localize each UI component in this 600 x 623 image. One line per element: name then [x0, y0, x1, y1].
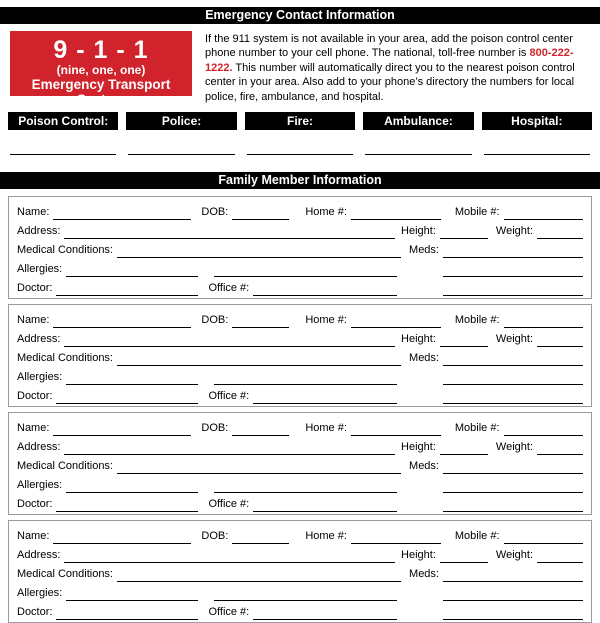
weight-fill-line: [537, 550, 583, 563]
contact-label-box: [245, 112, 355, 130]
office-number-fill-line: [253, 607, 397, 620]
doctor-label: Doctor:: [17, 606, 53, 618]
home-number-fill-line: [351, 315, 441, 328]
family-member-block: [8, 304, 592, 407]
contact-label: Hospital:: [511, 114, 563, 128]
address-label: Address:: [17, 441, 61, 453]
emergency-contact-column: [363, 112, 473, 155]
name-fill-line: [53, 531, 191, 544]
height-fill-line: [440, 442, 488, 455]
meds-extra-fill-line-1: [443, 264, 583, 277]
emergency-contact-column: [482, 112, 592, 155]
meds-label: Meds:: [409, 460, 439, 472]
family-row-address: [17, 220, 583, 239]
meds-extra-fill-line-2: [443, 499, 583, 512]
emergency-contact-column: [8, 112, 118, 155]
weight-label: Weight:: [495, 225, 533, 237]
office-number-fill-line: [253, 499, 397, 512]
mobile-number-label: Mobile #:: [454, 422, 500, 434]
contact-fill-line: [365, 154, 471, 155]
allergies-fill-line: [66, 480, 198, 493]
dob-label: DOB:: [201, 314, 229, 326]
name-label: Name:: [17, 422, 50, 434]
mobile-number-label: Mobile #:: [454, 314, 500, 326]
mobile-number-fill-line: [504, 423, 583, 436]
contact-fill-line: [247, 154, 353, 155]
family-row-allergies: [17, 582, 583, 601]
family-row-medical: [17, 239, 583, 258]
meds-fill-line: [443, 353, 583, 366]
family-row-address: [17, 436, 583, 455]
dob-fill-line: [232, 531, 289, 544]
home-number-fill-line: [351, 423, 441, 436]
poison-control-phone-number: 800-222-1222.: [205, 47, 574, 74]
meds-extra-fill-line-1: [443, 588, 583, 601]
home-number-fill-line: [351, 531, 441, 544]
height-label: Height:: [401, 225, 436, 237]
weight-fill-line: [537, 442, 583, 455]
badge-911-number: 9 - 1 - 1: [53, 36, 149, 64]
dob-label: DOB:: [201, 206, 229, 218]
allergies-label: Allergies:: [17, 371, 63, 383]
medical-conditions-label: Medical Conditions:: [17, 244, 113, 256]
home-number-label: Home #:: [305, 314, 347, 326]
contact-label: Ambulance:: [384, 114, 453, 128]
dob-label: DOB:: [201, 530, 229, 542]
section-header-emergency-title: Emergency Contact Information: [205, 8, 395, 22]
height-fill-line: [440, 550, 488, 563]
dob-fill-line: [232, 315, 289, 328]
office-number-label: Office #:: [208, 498, 250, 510]
medical-conditions-label: Medical Conditions:: [17, 460, 113, 472]
medical-conditions-label: Medical Conditions:: [17, 352, 113, 364]
address-fill-line: [64, 334, 395, 347]
allergies-extra-fill-line: [214, 264, 397, 277]
home-number-label: Home #:: [305, 422, 347, 434]
mobile-number-fill-line: [504, 207, 583, 220]
doctor-label: Doctor:: [17, 282, 53, 294]
allergies-label: Allergies:: [17, 479, 63, 491]
weight-label: Weight:: [495, 333, 533, 345]
allergies-extra-fill-line: [214, 588, 397, 601]
medical-conditions-fill-line: [117, 353, 401, 366]
family-row-address: [17, 328, 583, 347]
badge-911-system: Emergency Transport System: [31, 77, 171, 107]
family-row-medical: [17, 347, 583, 366]
medical-conditions-fill-line: [117, 461, 401, 474]
contact-fill-line: [484, 154, 590, 155]
section-header-family: [0, 172, 600, 189]
family-member-block: [8, 520, 592, 623]
allergies-label: Allergies:: [17, 587, 63, 599]
height-fill-line: [440, 334, 488, 347]
medical-conditions-fill-line: [117, 245, 401, 258]
family-row-address: [17, 544, 583, 563]
meds-extra-fill-line-1: [443, 372, 583, 385]
badge-911: [10, 31, 192, 107]
family-row-doctor: [17, 385, 583, 404]
home-number-label: Home #:: [305, 206, 347, 218]
contact-label: Poison Control:: [18, 114, 109, 128]
height-label: Height:: [401, 333, 436, 345]
office-number-fill-line: [253, 283, 397, 296]
badge-911-phonetic: (nine, one, one): [56, 63, 146, 77]
intro-row: [10, 31, 590, 105]
dob-label: DOB:: [201, 422, 229, 434]
family-row-name: [17, 417, 583, 436]
dob-fill-line: [232, 423, 289, 436]
office-number-label: Office #:: [208, 282, 250, 294]
contact-label: Police:: [161, 114, 202, 128]
allergies-fill-line: [66, 588, 198, 601]
family-row-name: [17, 525, 583, 544]
poison-control-info-paragraph: [205, 32, 586, 104]
info-text-before: If the 911 system is not available in your area, add the poison control center phone number to your cell phone. The national, toll-free number is: [205, 33, 573, 60]
name-fill-line: [53, 423, 191, 436]
medical-conditions-fill-line: [117, 569, 401, 582]
family-row-allergies: [17, 474, 583, 493]
weight-fill-line: [537, 226, 583, 239]
weight-label: Weight:: [495, 441, 533, 453]
meds-label: Meds:: [409, 352, 439, 364]
emergency-contact-column: [126, 112, 236, 155]
allergies-extra-fill-line: [214, 480, 397, 493]
name-fill-line: [53, 207, 191, 220]
office-number-label: Office #:: [208, 606, 250, 618]
section-header-family-title: Family Member Information: [218, 173, 382, 187]
doctor-fill-line: [56, 283, 198, 296]
contact-label-box: [482, 112, 592, 130]
meds-fill-line: [443, 245, 583, 258]
dob-fill-line: [232, 207, 289, 220]
home-number-fill-line: [351, 207, 441, 220]
allergies-extra-fill-line: [214, 372, 397, 385]
name-label: Name:: [17, 314, 50, 326]
address-fill-line: [64, 550, 395, 563]
contact-label-box: [126, 112, 236, 130]
office-number-fill-line: [253, 391, 397, 404]
doctor-fill-line: [56, 391, 198, 404]
contact-label-box: [363, 112, 473, 130]
weight-label: Weight:: [495, 549, 533, 561]
meds-label: Meds:: [409, 568, 439, 580]
family-row-name: [17, 309, 583, 328]
family-row-name: [17, 201, 583, 220]
doctor-label: Doctor:: [17, 498, 53, 510]
height-fill-line: [440, 226, 488, 239]
meds-extra-fill-line-2: [443, 391, 583, 404]
info-text-after: This number will automatically direct you to the nearest poison control center in your area. Also add to your phone’s directory the numbers for local police, fire, ambulance, and hospital.: [205, 61, 575, 103]
doctor-fill-line: [56, 499, 198, 512]
emergency-contact-column: [245, 112, 355, 155]
meds-extra-fill-line-2: [443, 283, 583, 296]
mobile-number-fill-line: [504, 315, 583, 328]
mobile-number-label: Mobile #:: [454, 206, 500, 218]
address-label: Address:: [17, 549, 61, 561]
section-header-emergency: [0, 7, 600, 24]
address-label: Address:: [17, 333, 61, 345]
family-row-doctor: [17, 601, 583, 620]
meds-fill-line: [443, 569, 583, 582]
family-member-block: [8, 196, 592, 299]
family-row-medical: [17, 563, 583, 582]
contact-fill-line: [10, 154, 116, 155]
office-number-label: Office #:: [208, 390, 250, 402]
name-label: Name:: [17, 530, 50, 542]
height-label: Height:: [401, 549, 436, 561]
address-label: Address:: [17, 225, 61, 237]
family-row-allergies: [17, 258, 583, 277]
name-fill-line: [53, 315, 191, 328]
contact-label: Fire:: [287, 114, 314, 128]
allergies-label: Allergies:: [17, 263, 63, 275]
allergies-fill-line: [66, 264, 198, 277]
mobile-number-label: Mobile #:: [454, 530, 500, 542]
meds-extra-fill-line-2: [443, 607, 583, 620]
family-row-allergies: [17, 366, 583, 385]
meds-label: Meds:: [409, 244, 439, 256]
doctor-fill-line: [56, 607, 198, 620]
address-fill-line: [64, 226, 395, 239]
name-label: Name:: [17, 206, 50, 218]
meds-extra-fill-line-1: [443, 480, 583, 493]
mobile-number-fill-line: [504, 531, 583, 544]
contact-fill-line: [128, 154, 234, 155]
contact-label-box: [8, 112, 118, 130]
emergency-contacts-row: [8, 112, 592, 155]
allergies-fill-line: [66, 372, 198, 385]
family-row-doctor: [17, 493, 583, 512]
address-fill-line: [64, 442, 395, 455]
height-label: Height:: [401, 441, 436, 453]
family-row-medical: [17, 455, 583, 474]
family-blocks-container: [8, 196, 592, 623]
home-number-label: Home #:: [305, 530, 347, 542]
family-row-doctor: [17, 277, 583, 296]
doctor-label: Doctor:: [17, 390, 53, 402]
family-member-block: [8, 412, 592, 515]
meds-fill-line: [443, 461, 583, 474]
weight-fill-line: [537, 334, 583, 347]
medical-conditions-label: Medical Conditions:: [17, 568, 113, 580]
